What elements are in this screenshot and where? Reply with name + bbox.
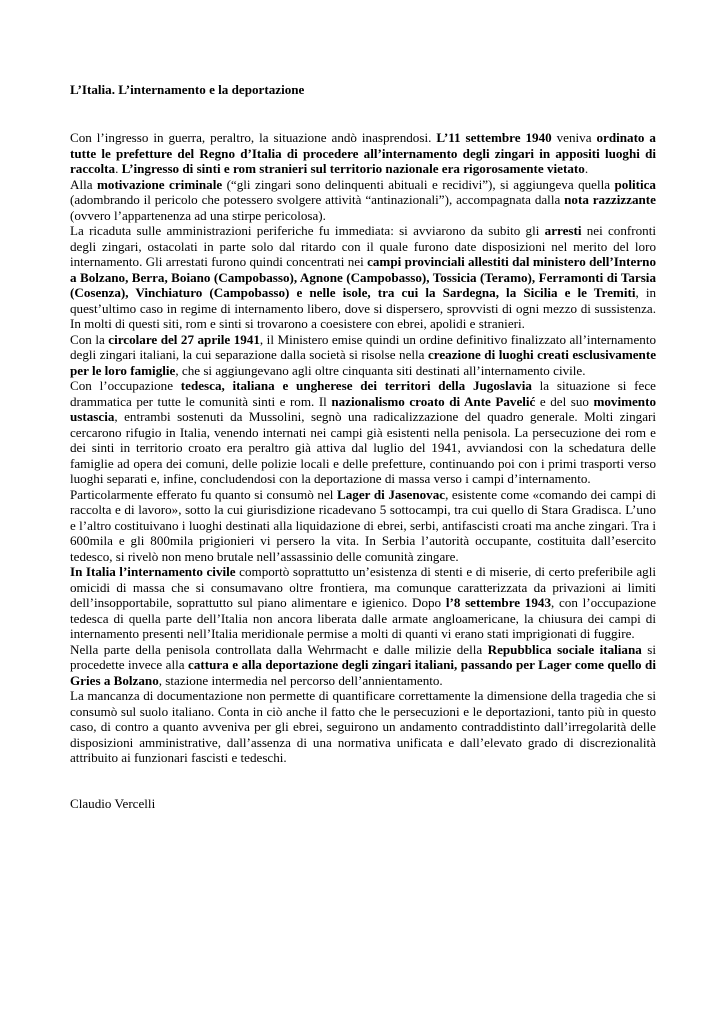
- author-signature: Claudio Vercelli: [70, 795, 156, 811]
- text-run: , stazione intermedia nel percorso dell’annientamento.: [158, 672, 443, 688]
- document-body: [70, 130, 656, 766]
- bold-text: arresti: [544, 223, 582, 238]
- bold-text: campi provinciali allestiti dal ministero dell’Interno a Bolzano, Berra, Boiano (Campobasso), Agnone (Campobasso), Tossicia (Teramo), Ferramonti di Tarsia (Cosenza), Vinchiaturo (Campobasso) e nelle isole, tra cui la Sardegna, la Sicilia e le Tremiti: [70, 254, 656, 300]
- text-run: .: [584, 161, 589, 176]
- bold-text: nota razzizzante: [564, 192, 656, 207]
- text-run: (adombrando il pericolo che potessero svolgere attività “antinazionali”), accompagnata dalla: [70, 192, 565, 207]
- paragraph: [70, 642, 656, 689]
- text-run: La mancanza di documentazione non permette di quantificare correttamente la dimensione della tragedia che si consumò sul suolo italiano. Conta in ciò anche il fatto che le persecuzioni e le deportazioni, tanto più in questo caso, di contro a quanto avveniva per gli ebrei, seguirono un andamento contraddistinto dall’irregolarità delle disposizioni amministrative, dall’assenza di una normativa unificata e dall’elevato grado di discrezionalità attribuito ai funzionari fascisti e tedeschi.: [70, 688, 656, 765]
- paragraph: [70, 487, 656, 565]
- bold-text: Lager di Jasenovac: [337, 486, 446, 502]
- bold-text: motivazione criminale: [96, 176, 223, 192]
- text-run: , con l’occupazione tedesca di quella parte dell’Italia non ancora liberata dalle armate angloamericane, la chiusura dei campi di internamento presenti nell’Italia meridionale permise a molti di quanti vi erano stati imprigionati di fuggire.: [70, 595, 657, 641]
- bold-text: tedesca, italiana e ungherese dei territori della Jugoslavia: [180, 378, 532, 393]
- bold-text: nazionalismo croato di Ante Pavelić: [331, 393, 536, 409]
- bold-text: In Italia l’internamento civile: [70, 564, 236, 579]
- text-run: la situazione si fece drammatica per tutte le comunità sinti e rom. Il: [70, 378, 656, 409]
- bold-text: l’8 settembre 1943: [445, 595, 551, 610]
- bold-text: creazione di luoghi creati esclusivamente per le loro famiglie: [70, 347, 657, 378]
- document-title: L’Italia. L’internamento e la deportazione: [70, 82, 305, 97]
- paragraph: [70, 223, 656, 332]
- bold-text: politica: [614, 176, 656, 192]
- text-run: , il Ministero emise quindi un ordine definitivo finalizzato all’internamento degli zingari italiani, la cui separazione dalla società si risolse nella: [70, 331, 657, 362]
- text-run: Particolarmente efferato fu quanto si consumò nel: [70, 486, 338, 502]
- paragraph: [70, 378, 656, 487]
- text-run: Con la: [70, 331, 109, 347]
- bold-text: movimento ustascia: [70, 393, 656, 424]
- text-run: La ricaduta sulle amministrazioni periferiche fu immediata: si avviarono da subito gli: [70, 223, 545, 238]
- paragraph: [70, 564, 656, 642]
- document-page: [70, 82, 656, 811]
- paragraph: [70, 130, 656, 177]
- text-run: , esistente come «comando dei campi di raccolta e di lavoro», sotto la cui giurisdizione ricadevano 5 sottocampi, tra cui quello di Stara Gradisca. L’uno e l’altro costituivano i luoghi destinati alla liquidazione di ebrei, serbi, antifascisti croati ma anche zingari. Tra i 600mila e gli 800mila prigionieri vi persero la vita. In Serbia l’autorità occupante, costituita dall’esercito tedesco, si rivelò non meno brutale nell’assassinio delle comunità zingare.: [70, 486, 657, 564]
- text-run: si procedette invece alla: [70, 641, 656, 672]
- text-run: (ovvero l’appartenenza ad una stirpe pericolosa).: [70, 207, 326, 223]
- text-run: veniva: [551, 130, 597, 145]
- bold-text: L’11 settembre 1940: [436, 130, 552, 145]
- text-run: e del suo: [535, 393, 594, 409]
- text-run: Nella parte della penisola controllata dalla Wehrmacht e dalle milizie della: [70, 641, 488, 657]
- bold-text: circolare del 27 aprile 1941: [108, 331, 260, 347]
- paragraph: [70, 177, 656, 224]
- text-run: , in quest’ultimo caso in regime di internamento libero, dove si dispersero, sprovvisti di ogni mezzo di sussistenza. In molti di questi siti, rom e sinti si trovarono a coesistere con ebrei, apolidi e stranieri.: [70, 285, 657, 331]
- text-run: , entrambi sostenuti da Mussolini, segnò una radicalizzazione del quadro generale. Molti zingari cercarono rifugio in Italia, venendo internati nei campi già esistenti nella penisola. La persecuzione dei rom e dei sinti in territorio croato era peraltro già attiva dal luglio del 1941, avviandosi con la schedatura delle famiglie ad opera dei comuni, delle polizie locali e delle prefetture, continuando poi con i primi trasporti verso luoghi separati e, infine, concludendosi con la deportazione di massa verso i campi d’internamento.: [70, 409, 656, 486]
- bold-text: cattura e alla deportazione degli zingari italiani, passando per Lager come quello di Gries a Bolzano: [70, 657, 656, 688]
- text-run: , che si aggiungevano agli oltre cinquanta siti destinati all’internamento civile.: [175, 362, 586, 378]
- paragraph: [70, 688, 656, 766]
- text-run: .: [115, 161, 122, 176]
- text-run: comportò soprattutto un’esistenza di stenti e di miserie, di certo preferibile agli omicidi di massa che si consumavano oltre frontiera, ma comunque caratterizzata da privazioni ai limiti dell’insopportabile, soprattutto sul piano alimentare e igienico. Dopo: [70, 564, 657, 610]
- bold-text: Repubblica sociale italiana: [487, 641, 642, 657]
- text-run: Alla: [70, 176, 97, 192]
- text-run: nei confronti degli zingari, ostacolati in parte solo dal ritardo con il quale furono date disposizioni nel merito del loro internamento. Gli arrestati furono quindi concentrati nei: [70, 223, 656, 269]
- bold-text: ordinato a tutte le prefetture del Regno d’Italia di procedere all’internamento degli zingari in appositi luoghi di raccolta: [70, 130, 656, 176]
- text-run: (“gli zingari sono delinquenti abituali e recidivi”), si aggiungeva quella: [222, 176, 615, 192]
- bold-text: L’ingresso di sinti e rom stranieri sul territorio nazionale era rigorosamente vietato: [121, 161, 585, 176]
- text-run: Con l’occupazione: [70, 378, 181, 393]
- text-run: Con l’ingresso in guerra, peraltro, la situazione andò inasprendosi.: [70, 130, 437, 145]
- paragraph: [70, 332, 656, 379]
